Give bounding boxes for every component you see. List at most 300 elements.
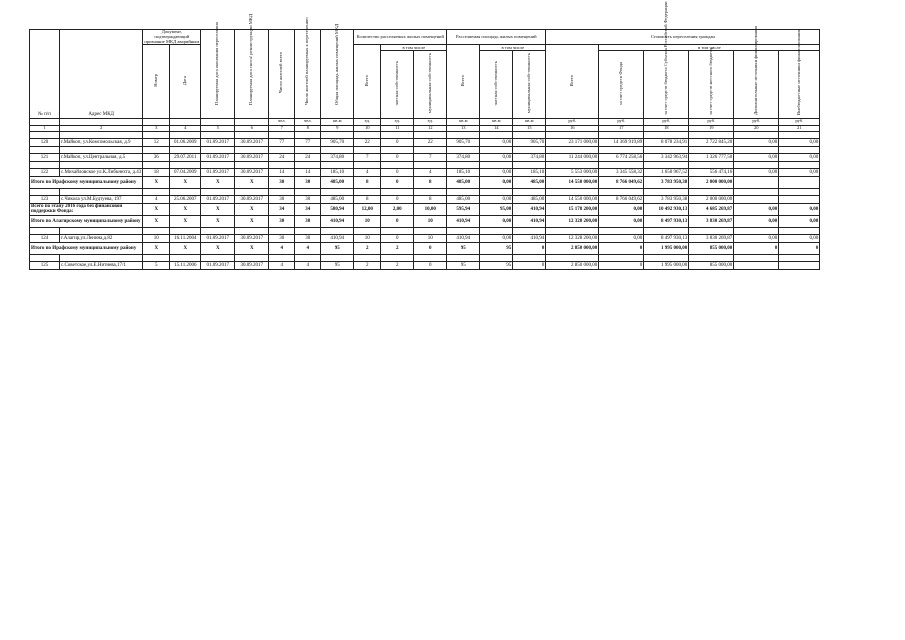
total-cell: 410,94	[447, 215, 480, 227]
spacer-cell	[354, 227, 381, 234]
header-area-all: Всего	[447, 45, 480, 118]
total-cell: X	[170, 203, 201, 215]
header-cost-region: за счет средств бюджета Субъекта Российской Федерации	[644, 51, 689, 118]
total-cell: 95	[480, 242, 513, 254]
spacer-cell	[414, 188, 447, 195]
spacer-cell	[480, 254, 513, 261]
spacer-cell	[143, 161, 170, 168]
spacer-cell	[447, 227, 480, 234]
total-cell: X	[201, 242, 235, 254]
spacer-cell	[414, 254, 447, 261]
total-cell: 95	[447, 242, 480, 254]
spacer-cell	[599, 254, 644, 261]
column-index-cell: 20	[734, 125, 779, 131]
column-index-cell: 15	[513, 125, 546, 131]
spacer-cell	[734, 227, 779, 234]
table-cell: 485,00	[447, 195, 480, 203]
spacer-cell	[414, 227, 447, 234]
spacer-cell	[143, 131, 170, 138]
spacer-cell	[689, 254, 734, 261]
spacer-cell	[30, 146, 60, 153]
spacer-cell	[30, 131, 60, 138]
total-cell: 595,94	[447, 203, 480, 215]
table-cell: 01.09.2017	[201, 138, 235, 146]
total-cell: 95,00	[480, 203, 513, 215]
header-cost-local: за счет средств местного бюджета	[689, 51, 734, 118]
table-cell	[779, 261, 820, 269]
unit-cell: руб.	[734, 118, 779, 125]
total-cell: 8	[414, 176, 447, 188]
table-cell: 30.09.2017	[235, 138, 269, 146]
spacer-cell	[734, 188, 779, 195]
column-index-cell: 21	[779, 125, 820, 131]
table-cell: 0,00	[779, 234, 820, 242]
total-cell: X	[143, 242, 170, 254]
spacer-row	[30, 188, 820, 195]
total-cell: 8	[354, 176, 381, 188]
table-cell: 0	[381, 195, 414, 203]
total-cell: 1 995 000,00	[644, 242, 689, 254]
header-rooms-total: Всего	[354, 45, 381, 118]
total-cell: X	[235, 242, 269, 254]
spacer-cell	[295, 146, 321, 153]
spacer-cell	[235, 254, 269, 261]
total-cell: 3 830 269,87	[689, 215, 734, 227]
table-cell: 122	[30, 168, 60, 176]
table-cell: 0	[513, 261, 546, 269]
total-row	[30, 176, 820, 188]
total-cell: 2 850 000,00	[546, 242, 599, 254]
total-cell	[779, 176, 820, 188]
table-cell: 3 342 963,94	[644, 153, 689, 161]
total-cell: 10 492 930,13	[644, 203, 689, 215]
spacer-cell	[295, 131, 321, 138]
spacer-cell	[779, 227, 820, 234]
table-cell: 29.07.2011	[170, 153, 201, 161]
table-cell: 855 000,00	[689, 261, 734, 269]
header-area-private: частная собственность	[480, 51, 513, 118]
total-cell: X	[235, 203, 269, 215]
spacer-cell	[779, 254, 820, 261]
unit-cell: руб.	[599, 118, 644, 125]
column-index-cell: 1	[30, 125, 60, 131]
spacer-cell	[480, 146, 513, 153]
spacer-cell	[321, 254, 354, 261]
column-index-cell: 14	[480, 125, 513, 131]
header-residents-plan: Число жителей планируемых к переселению	[295, 30, 321, 119]
address-cell: г.Майкоп, ул.Центральная, д.5	[60, 153, 143, 161]
table-cell: 2	[354, 261, 381, 269]
total-cell: 410,94	[513, 215, 546, 227]
spacer-cell	[170, 131, 201, 138]
table-cell: 3 783 950,38	[644, 195, 689, 203]
total-row	[30, 242, 820, 254]
table-cell	[734, 195, 779, 203]
table-cell: 5	[143, 261, 170, 269]
spacer-cell	[689, 161, 734, 168]
table-cell: 2 850 000,00	[546, 261, 599, 269]
total-cell: 855 000,00	[689, 242, 734, 254]
total-cell: X	[201, 215, 235, 227]
spacer-cell	[599, 146, 644, 153]
table-cell: 01.09.2017	[201, 168, 235, 176]
spacer-cell	[269, 188, 295, 195]
spacer-cell	[734, 254, 779, 261]
total-cell: 485,00	[321, 176, 354, 188]
table-cell: 485,00	[321, 195, 354, 203]
spacer-cell	[644, 131, 689, 138]
spacer-cell	[321, 161, 354, 168]
header-cost-fund: за счет средств Фонда	[599, 51, 644, 118]
table-cell: 2 722 845,20	[689, 138, 734, 146]
spacer-cell	[546, 227, 599, 234]
table-cell: 0,00	[734, 153, 779, 161]
table-cell: 01.06.2009	[170, 138, 201, 146]
table-cell: 11 244 000,00	[546, 153, 599, 161]
total-cell: 2 000 000,00	[689, 176, 734, 188]
spacer-cell	[143, 227, 170, 234]
units-row	[30, 118, 820, 125]
table-cell: 0,00	[734, 138, 779, 146]
spacer-cell	[546, 131, 599, 138]
column-index-cell: 2	[60, 125, 143, 131]
spacer-cell	[269, 146, 295, 153]
header-area-total: Общая площадь жилых помещений МКД	[321, 30, 354, 119]
spacer-cell	[599, 131, 644, 138]
spacer-cell	[201, 254, 235, 261]
total-cell	[734, 176, 779, 188]
table-cell: 10	[143, 234, 170, 242]
column-index-cell: 10	[354, 125, 381, 131]
table-cell: 120	[30, 138, 60, 146]
table-cell: 3 830 269,87	[689, 234, 734, 242]
table-cell: 15.11.2006	[170, 261, 201, 269]
table-cell	[779, 195, 820, 203]
table-cell: 185,10	[321, 168, 354, 176]
spacer-cell	[60, 131, 143, 138]
table-cell: 22	[354, 138, 381, 146]
table-cell: 374,80	[321, 153, 354, 161]
total-cell: 0,00	[734, 215, 779, 227]
table-cell: 14	[295, 168, 321, 176]
spacer-cell	[414, 161, 447, 168]
total-cell: 485,00	[513, 176, 546, 188]
unit-cell: ед.	[381, 118, 414, 125]
spacer-row	[30, 131, 820, 138]
spacer-cell	[779, 131, 820, 138]
total-cell: 580,94	[321, 203, 354, 215]
column-index-cell: 6	[235, 125, 269, 131]
table-cell: 24	[295, 153, 321, 161]
column-index-cell: 8	[295, 125, 321, 131]
resettlement-table	[29, 1, 820, 270]
spacer-cell	[170, 161, 201, 168]
table-cell: 30.09.2017	[235, 261, 269, 269]
spacer-cell	[546, 188, 599, 195]
unit-cell: чел.	[269, 118, 295, 125]
table-cell: 6 774 258,56	[599, 153, 644, 161]
spacer-cell	[201, 188, 235, 195]
table-cell: 905,70	[321, 138, 354, 146]
spacer-cell	[143, 254, 170, 261]
spacer-cell	[734, 146, 779, 153]
spacer-cell	[381, 227, 414, 234]
table-cell: 77	[269, 138, 295, 146]
total-cell: 10	[354, 215, 381, 227]
total-cell: 0,00	[779, 215, 820, 227]
table-cell: 18	[143, 168, 170, 176]
header-area-municipal: муниципальная собственность	[513, 51, 546, 118]
spacer-cell	[235, 131, 269, 138]
table-cell: 0,00	[779, 168, 820, 176]
header-area-group: Расселяемая площадь жилых помещений	[447, 30, 546, 45]
spacer-cell	[447, 146, 480, 153]
spacer-cell	[480, 227, 513, 234]
total-cell: X	[201, 203, 235, 215]
column-index-cell: 19	[689, 125, 734, 131]
total-cell: 4	[295, 242, 321, 254]
spacer-cell	[170, 227, 201, 234]
total-cell: X	[201, 176, 235, 188]
table-row	[30, 168, 820, 176]
total-cell: 30	[269, 176, 295, 188]
spacer-cell	[447, 161, 480, 168]
spacer-cell	[381, 131, 414, 138]
total-cell: 34	[295, 203, 321, 215]
column-index-cell: 3	[143, 125, 170, 131]
table-cell: 410,94	[447, 234, 480, 242]
total-cell: 0,00	[480, 215, 513, 227]
table-cell: 410,94	[321, 234, 354, 242]
table-cell: 0,00	[734, 234, 779, 242]
unit-cell: кв.м	[480, 118, 513, 125]
table-cell: 14	[269, 168, 295, 176]
table-cell: 3 345 558,32	[599, 168, 644, 176]
table-cell: 30.09.2017	[235, 168, 269, 176]
total-cell: X	[235, 176, 269, 188]
total-cell: X	[143, 176, 170, 188]
table-cell: 30	[295, 195, 321, 203]
table-cell: 0	[381, 168, 414, 176]
spacer-cell	[60, 188, 143, 195]
spacer-cell	[143, 146, 170, 153]
spacer-cell	[513, 188, 546, 195]
spacer-cell	[295, 254, 321, 261]
table-cell: 30.09.2017	[235, 234, 269, 242]
total-cell: 12,00	[354, 203, 381, 215]
spacer-row	[30, 161, 820, 168]
table-cell: 22	[414, 138, 447, 146]
spacer-cell	[779, 146, 820, 153]
table-cell: 2 000 000,00	[689, 195, 734, 203]
spacer-cell	[321, 188, 354, 195]
header-rooms-group: Количество расселяемых жилых помещений	[354, 30, 447, 45]
header-plan-demolish: Планируемая дата сноса/ реконструкции МКД	[235, 30, 269, 119]
spacer-cell	[689, 146, 734, 153]
total-cell: 410,94	[513, 203, 546, 215]
spacer-cell	[513, 146, 546, 153]
address-cell: с.Чикола ул.М.Будтуева, 197	[60, 195, 143, 203]
column-index-cell: 13	[447, 125, 480, 131]
spacer-cell	[269, 161, 295, 168]
table-cell: 1 995 000,00	[644, 261, 689, 269]
table-cell: 01.09.2017	[201, 261, 235, 269]
total-cell: 8 766 049,62	[599, 176, 644, 188]
spacer-cell	[644, 188, 689, 195]
spacer-cell	[235, 227, 269, 234]
address-cell: с.Михайловское ул.К.Либкнехта, д.43	[61, 169, 142, 175]
header-rooms-private: частная собственность	[381, 51, 414, 118]
spacer-cell	[295, 227, 321, 234]
spacer-cell	[414, 146, 447, 153]
table-cell: 8 078 234,91	[644, 138, 689, 146]
header-cost-extra: Дополнительные источники финансирования	[734, 51, 779, 118]
spacer-cell	[644, 161, 689, 168]
spacer-cell	[235, 161, 269, 168]
spacer-cell	[354, 161, 381, 168]
spacer-cell	[295, 188, 321, 195]
total-cell: 12 328 200,00	[546, 215, 599, 227]
table-cell: 0,00	[480, 153, 513, 161]
table-cell: 10	[414, 234, 447, 242]
table-cell: 01.09.2017	[201, 153, 235, 161]
table-cell: 4	[295, 261, 321, 269]
table-cell: 0	[381, 138, 414, 146]
table-cell: 23 171 000,00	[546, 138, 599, 146]
header-doc-number: Номер	[143, 45, 170, 118]
table-cell: 01.09.2017	[201, 234, 235, 242]
spacer-cell	[170, 254, 201, 261]
table-cell: 16.11.2004	[170, 234, 201, 242]
table-cell: 30.09.2017	[235, 195, 269, 203]
total-cell: 485,00	[447, 176, 480, 188]
spacer-cell	[321, 146, 354, 153]
table-cell: 123	[30, 195, 60, 203]
header-cost-total: Всего	[546, 45, 599, 118]
spacer-cell	[30, 254, 60, 261]
total-cell: 30	[295, 176, 321, 188]
column-index-cell: 11	[381, 125, 414, 131]
table-cell: 30	[295, 234, 321, 242]
unit-cell: чел.	[295, 118, 321, 125]
column-index-cell: 18	[644, 125, 689, 131]
table-row	[30, 234, 820, 242]
total-cell: 30	[295, 215, 321, 227]
spacer-cell	[546, 254, 599, 261]
table-cell	[734, 261, 779, 269]
spacer-cell	[201, 227, 235, 234]
spacer-cell	[201, 161, 235, 168]
spacer-cell	[447, 131, 480, 138]
spacer-cell	[689, 227, 734, 234]
table-cell: 8 497 930,13	[644, 234, 689, 242]
spacer-cell	[381, 146, 414, 153]
table-cell: 77	[295, 138, 321, 146]
spacer-cell	[513, 227, 546, 234]
total-cell: 15 178 200,00	[546, 203, 599, 215]
table-cell: 10	[354, 234, 381, 242]
spacer-cell	[480, 131, 513, 138]
spacer-row	[30, 254, 820, 261]
header-cost-nonbudget: Внебюджетные источники финансирования	[779, 51, 820, 118]
spacer-cell	[734, 161, 779, 168]
table-cell: 0,00	[480, 138, 513, 146]
spacer-cell	[143, 188, 170, 195]
column-index-cell: 4	[170, 125, 201, 131]
spacer-cell	[513, 254, 546, 261]
table-row	[30, 138, 820, 146]
header-residents-total: Число жителей всего	[269, 30, 295, 119]
spacer-cell	[321, 131, 354, 138]
spacer-cell	[644, 227, 689, 234]
table-cell: 905,70	[513, 138, 546, 146]
spacer-row	[30, 227, 820, 234]
total-cell: 0,00	[599, 203, 644, 215]
spacer-cell	[513, 161, 546, 168]
spacer-cell	[60, 254, 143, 261]
table-cell: 121	[30, 153, 60, 161]
total-cell: X	[143, 203, 170, 215]
unit-cell: руб.	[546, 118, 599, 125]
spacer-cell	[170, 188, 201, 195]
total-cell: 4	[269, 242, 295, 254]
table-cell: 0,00	[734, 168, 779, 176]
table-cell: 01.09.2017	[201, 195, 235, 203]
column-index-cell: 7	[269, 125, 295, 131]
spacer-cell	[480, 188, 513, 195]
spacer-cell	[546, 146, 599, 153]
header-rooms-incl: в том числе	[381, 45, 447, 51]
table-cell: 374,80	[513, 153, 546, 161]
spacer-cell	[779, 161, 820, 168]
header-area-incl: в том числе	[480, 45, 546, 51]
table-cell: 0,00	[779, 153, 820, 161]
table-cell: 1 650 967,52	[644, 168, 689, 176]
table-cell: 25.06.2007	[170, 195, 201, 203]
spacer-cell	[381, 188, 414, 195]
total-cell: 30	[269, 215, 295, 227]
total-cell: X	[235, 215, 269, 227]
header-address: Адрес МКД	[60, 30, 143, 119]
spacer-cell	[60, 227, 143, 234]
table-cell: 30	[269, 195, 295, 203]
column-index-cell: 5	[201, 125, 235, 131]
total-cell: 2,00	[381, 203, 414, 215]
total-cell: X	[143, 215, 170, 227]
table-row	[30, 261, 820, 269]
spacer-cell	[599, 161, 644, 168]
table-cell: 0,00	[599, 234, 644, 242]
spacer-cell	[269, 254, 295, 261]
table-cell: 12	[143, 138, 170, 146]
spacer-cell	[689, 188, 734, 195]
spacer-cell	[779, 188, 820, 195]
unit-cell: ед.	[414, 118, 447, 125]
table-cell: 8	[414, 195, 447, 203]
spacer-cell	[644, 146, 689, 153]
table-cell: 36	[143, 153, 170, 161]
table-cell: 556 474,16	[689, 168, 734, 176]
table-cell: 0,00	[480, 195, 513, 203]
table-cell: 30	[269, 234, 295, 242]
spacer-cell	[269, 131, 295, 138]
spacer-cell	[30, 161, 60, 168]
table-cell: 125	[30, 261, 60, 269]
spacer-cell	[30, 227, 60, 234]
unit-cell: кв.м	[513, 118, 546, 125]
unit-cell: руб.	[644, 118, 689, 125]
total-cell: 2	[381, 242, 414, 254]
